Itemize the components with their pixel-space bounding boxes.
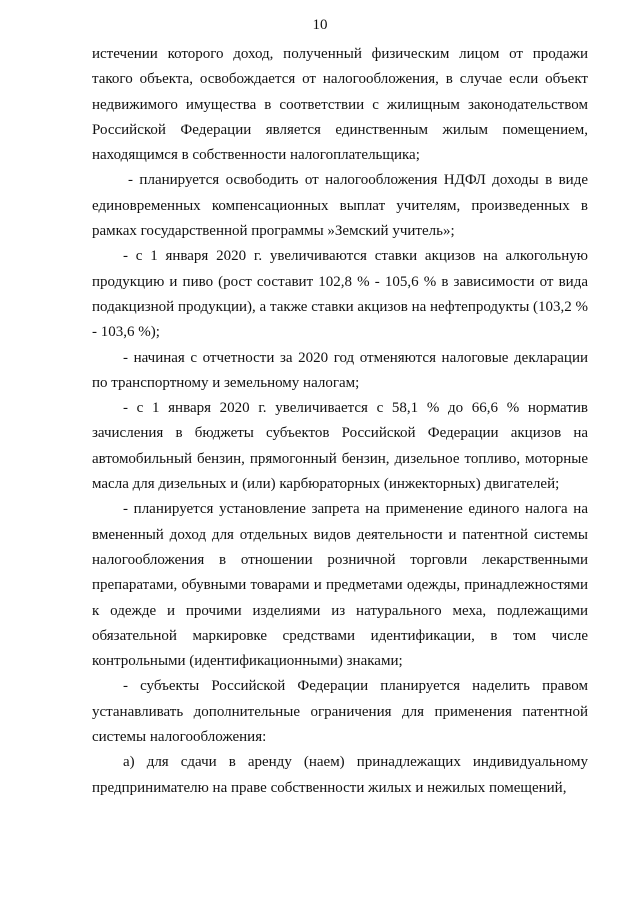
- paragraph-envd-ban: - планируется установление запрета на применение единого налога на вмененный доход для отдельных видов деятельности и патентной системы налогообложения в отношении розничной торговли лекарственными препаратами, обувными товарами и предметами одежды, принадлежностями к одежде и прочими изделиями из натурального меха, подлежащими обязательной маркировке средствами идентификации, в том числе контрольными (идентификационными) знаками;: [92, 501, 588, 670]
- paragraph-patent-restrictions: - субъекты Российской Федерации планируется наделить правом устанавливать дополнительные ограничения для применения патентной системы налогообложения:: [92, 678, 588, 746]
- paragraph-excise-rates: - с 1 января 2020 г. увеличиваются ставки акцизов на алкогольную продукцию и пиво (рост составит 102,8 % - 105,6 % в зависимости от вида подакцизной продукции), а также ставки акцизов на нефтепродукты (103,2 % - 103,6 %);: [92, 248, 589, 341]
- paragraph-excise-allocation: - с 1 января 2020 г. увеличивается с 58,1 % до 66,6 % норматив зачисления в бюджеты субъектов Российской Федерации акцизов на автомобильный бензин, прямогонный бензин, дизельное топливо, моторные масла для дизельных и (или) карбюраторных (инжекторных) двигателей;: [92, 400, 588, 493]
- paragraph-continuation: истечении которого доход, полученный физическим лицом от продажи такого объекта, освобождается от налогообложения, в случае если объект недвижимого имущества в соответствии с жилищным законодательством Российской Федерации является единственным жилым помещением, находящимся в собственности налогоплательщика;: [92, 46, 588, 164]
- document-body: [92, 42, 588, 801]
- page-number: 10: [312, 17, 328, 33]
- paragraph-rental-item: а) для сдачи в аренду (наем) принадлежащих индивидуальному предпринимателю на праве собственности жилых и нежилых помещений,: [92, 754, 588, 796]
- paragraph-ndfl-exemption: - планируется освободить от налогообложения НДФЛ доходы в виде единовременных компенсационных выплат учителям, произведенных в рамках государственной программы »Земский учитель»;: [92, 172, 588, 240]
- paragraph-tax-declarations: - начиная с отчетности за 2020 год отменяются налоговые декларации по транспортному и земельному налогам;: [92, 349, 588, 391]
